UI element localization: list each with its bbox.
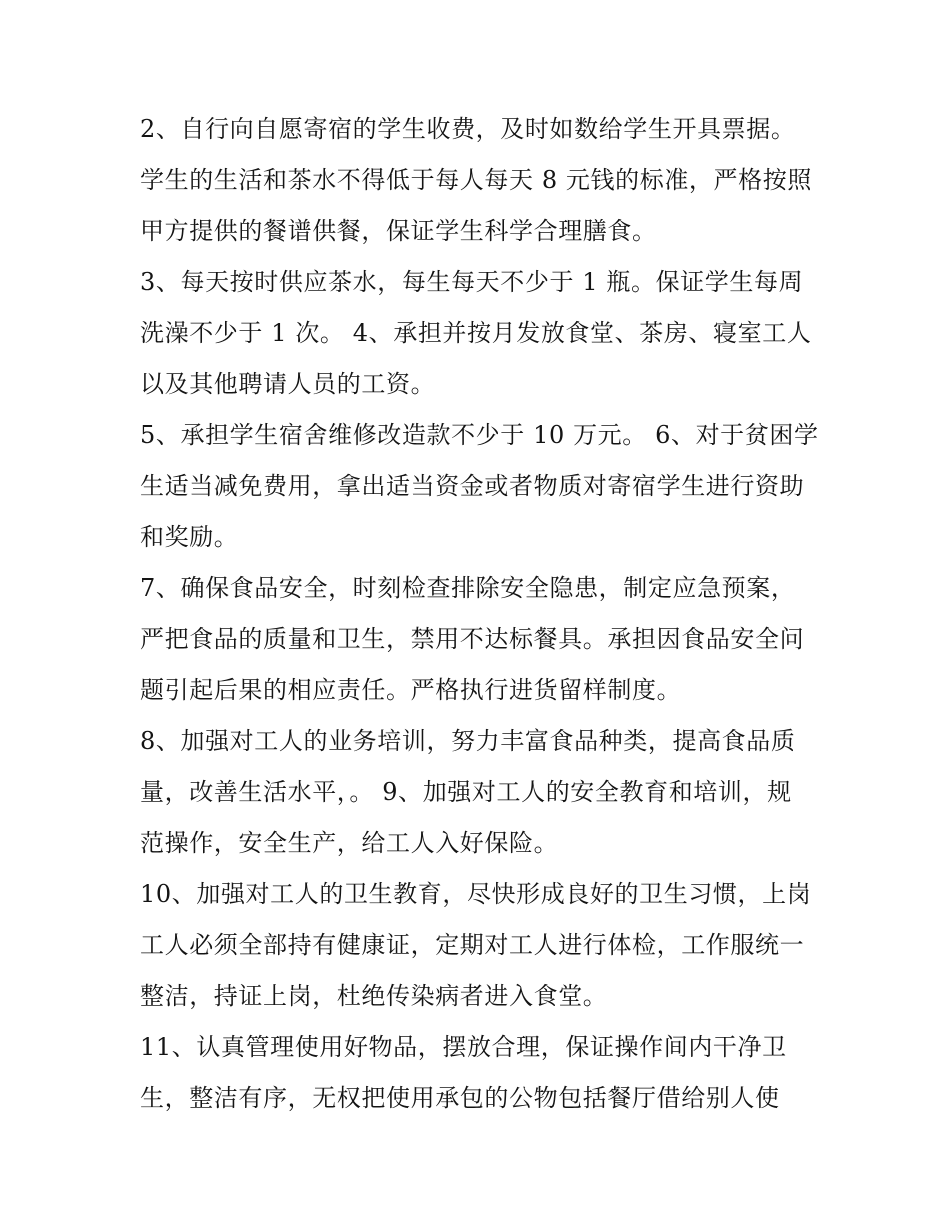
text-line: 3、每天按时供应茶水，每生每天不少于 1 瓶。保证学生每周: [140, 268, 804, 296]
text-line: 学生的生活和茶水不得低于每人每天 8 元钱的标准，严格按照: [140, 166, 812, 194]
text-line: 生，整洁有序，无权把使用承包的公物包括餐厅借给别人使: [140, 1084, 780, 1112]
text-line: 2、自行向自愿寄宿的学生收费，及时如数给学生开具票据。: [140, 115, 796, 143]
text-line: 5、承担学生宿舍维修改造款不少于 10 万元。 6、对于贫困学: [140, 421, 819, 449]
text-line: 范操作，安全生产，给工人入好保险。: [140, 829, 559, 857]
text-line: 11、认真管理使用好物品，摆放合理，保证操作间内干净卫: [140, 1033, 787, 1061]
text-line: 10、加强对工人的卫生教育，尽快形成良好的卫生习惯，上岗: [140, 880, 812, 908]
text-line: 以及其他聘请人员的工资。: [140, 370, 436, 398]
document-body: [140, 104, 820, 1124]
text-line: 题引起后果的相应责任。严格执行进货留样制度。: [140, 676, 682, 704]
text-line: 和奖励。: [140, 523, 239, 551]
text-line: 生适当减免费用，拿出适当资金或者物质对寄宿学生进行资助: [140, 472, 805, 500]
text-line: 甲方提供的餐谱供餐，保证学生科学合理膳食。: [140, 217, 657, 245]
text-line: 7、确保食品安全，时刻检查排除安全隐患，制定应急预案，: [140, 574, 796, 602]
text-line: 洗澡不少于 1 次。 4、承担并按月发放食堂、茶房、寝室工人: [140, 319, 812, 347]
text-line: 严把食品的质量和卫生，禁用不达标餐具。承担因食品安全问: [140, 625, 805, 653]
text-line: 量，改善生活水平，。 9、加强对工人的安全教育和培训，规: [140, 778, 792, 806]
text-line: 工人必须全部持有健康证，定期对工人进行体检，工作服统一: [140, 931, 805, 959]
text-line: 8、加强对工人的业务培训，努力丰富食品种类，提高食品质: [140, 727, 796, 755]
text-line: 整洁，持证上岗，杜绝传染病者进入食堂。: [140, 982, 608, 1010]
